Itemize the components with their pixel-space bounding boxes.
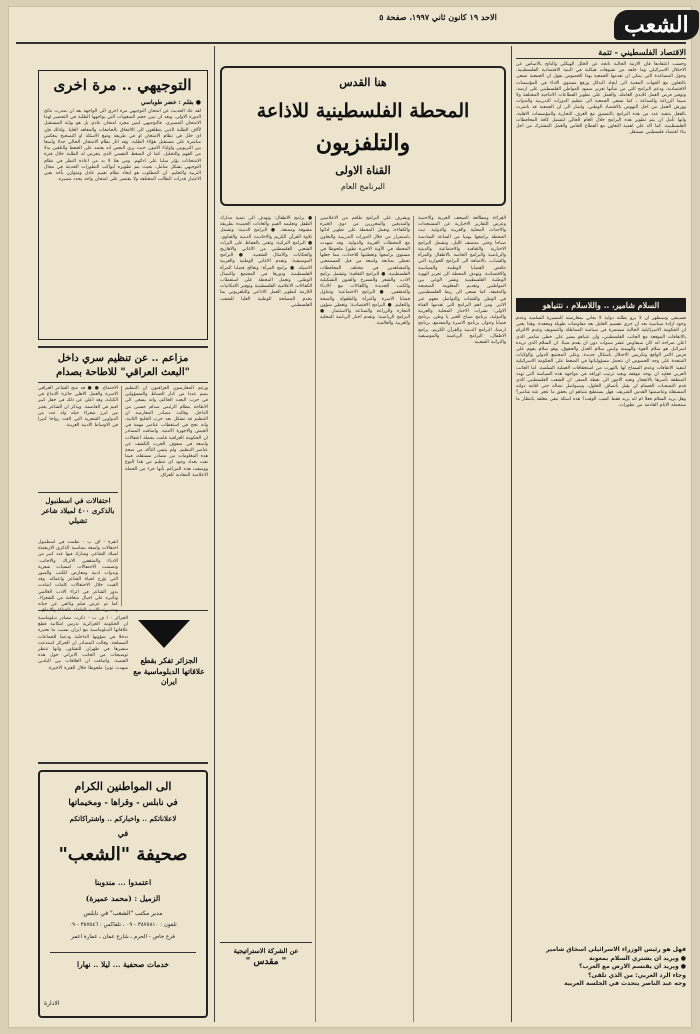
- box-title-line2: والتلفزيون: [315, 130, 411, 156]
- ad-line9: فرع خاص - الحرم ـ شارع عمان ـ عمارة اعمر: [71, 934, 175, 940]
- ad-line5: اعتمدوا ... مندوبنا: [94, 878, 152, 887]
- left-rule-3: [38, 492, 118, 493]
- ad-line1: الى المواطنين الكرام: [74, 780, 172, 793]
- right-col-title-rule: [516, 58, 686, 59]
- article1-title: التوجيهي .. مرة اخرى: [53, 76, 192, 94]
- box-kicker: هنا القدس: [339, 76, 387, 89]
- ad-line2: في نابلس - وقراها - ومخيماتها: [68, 798, 178, 808]
- date-line: الاحد ١٩ كانون ثاني ١٩٩٧، صفحة ٥: [379, 12, 497, 22]
- closing-line: فهل هو رئيس الوزراء الاسرائيلي اسحاق شامير: [546, 946, 686, 953]
- masthead-logo: الشعب: [614, 10, 699, 40]
- closing-line: وجاء الرد العربي: من الذي تلقى؟: [587, 971, 686, 979]
- divider-mid-1: [413, 216, 414, 1022]
- left-rule-4: [38, 610, 208, 611]
- article1-box: [38, 70, 208, 340]
- ad-line6: الزميل : (محمد عميرة): [85, 894, 161, 903]
- box-subtitle: القناة الاولى: [335, 164, 391, 177]
- right-col-body: وحسب اعتقادها فان الازمة الحالية ناتجة عن الخلل الهيكلي والناتج بالاساس عن الاحتلال الاسرائيلي وما خلفه من تشوهات هيكلية في البنية الاقتصادية الفلسطينية. وحول المساعدة التي يمكن ان تقدمها الجمعية بهذا الخصوص يقول ان الجمعية تسعى بالتعاون مع الجهات المعنية الى ايجاد البدائل ورفع مستوى الاداء في المؤسسات الاقتصادية، ودعم البرامج التي من شأنها تعزيز صمود المواطن الفلسطيني على ارضه، وتوفير فرص العمل للايدي العاملة، والعمل على تطوير القطاعات الانتاجية المختلفة ولا سيما الزراعة والصناعة ، كما تسعى الجمعية الى تنظيم الدورات التدريبية والندوات وورش العمل من اجل النهوض بالاقتصاد الوطني. واشار الى ان الجمعية قد باشرت بالفعل بتنفيذ عدد من هذه البرامج بالتنسيق مع الغرف التجارية والمؤسسات الاهلية، وانها تأمل ان يتم تطوير هذه البرامج خلال العام الحالي لتشمل كافة المحافظات الفلسطينية. كما اكد على اهمية التعاون مع القطاع الخاص والعمل المشترك من اجل بناء اقتصاد فلسطيني مستقل.: [516, 62, 686, 136]
- ad-rule: [50, 952, 196, 953]
- divider-mid-2: [315, 216, 316, 1022]
- article4-body: الجزائر - ا ف ب - ذكرت مصادر دبلوماسية ان الحكومة الجزائرية تدرس امكانية قطع علاقاتها الدبلوماسية مع ايران بسبب ما تعتبره تدخلا في شؤونها الداخلية ودعما للجماعات المسلحة. وقالت المصادر ان الجزائر استدعت سفيرها في طهران للتشاور، وانها تنتظر توضيحات من الجانب الايراني حول هذه القضية. واضافت ان العلاقات بين البلدين شهدت توترا ملحوظا خلال الفترة الاخيرة.: [38, 616, 128, 671]
- article2-title: مزاعم .. عن تنظيم سري داخل: [57, 353, 189, 364]
- footer-name: " مقدس ": [245, 957, 287, 967]
- footer-label: عن الشركة الاستراتيجية: [233, 947, 299, 955]
- ad-line3: لاعلاناتكم .. واخباركم .. واشتراكاتكم: [69, 814, 177, 823]
- right-closing-lines: [516, 946, 686, 1020]
- right-section2-body: فسيبقى وسيظهر ان لا يرو بظلته دولية لا يعاني بمعارضته للمسيرة السلمية وعدم وجود ارادة سياسية بعد ان جرى تقسيم الخليل بعد مفاوضات طويلة ومعقدة. وهذا يعني ان الحكومة الاسرائيلية الحالية مستمرة في سياسة المماطلة والتسويف وعدم الالتزام بالاتفاقات الموقعة مع الجانب الفلسطيني، وان نتنياهو يسير على خطى شامير الذي اعلن صراحة انه كان سيفاوض عشر سنوات دون ان يقدم شيئا. ان السلام الذي تريده اسرائيل هو سلام القوة والهيمنة وليس سلام العدل والحقوق، وهو سلام يقوم على فرض الامر الواقع وتكريس الاحتلال بأشكال جديدة. وعلى المجتمع الدولي والولايات المتحدة على وجه الخصوص ان تتحمل مسؤولياتها في الضغط على الحكومة الاسرائيلية لتنفيذ الاتفاقات وعدم السماح لها بالتهرب من استحقاقات العملية السلمية. اما الجانب العربي فعليه ان يوحد موقفه ويعيد ترتيب اوراقه في مواجهة هذه السياسة التي تهدد المنطقة بأسرها بالانفجار وتعيد الامور الى نقطة الصفر. ان الشعب الفلسطيني الذي قدم التضحيات الجسام لن يقبل بأنصاف الحلول، وسيواصل نضاله حتى اقامة دولته المستقلة وعاصمتها القدس الشريف. فهل يستطيع نتنياهو ان يحقق ما عجز عنه شامير؟ وهل يريد السلام فعلا ام انه يريد فقط كسب الوقت؟ هذه اسئلة تبقى معلقة بانتظار ما ستحمله الايام القادمة من تطورات.: [516, 316, 686, 408]
- article3-title: احتفالات في اسطنبول بالذكرى ٤٠٠ لميلاد شاعر تشيلي: [41, 496, 115, 525]
- article1-byline: ● بقلم : خضر طوباسي: [140, 99, 201, 106]
- broadcast-title-box: [220, 66, 506, 206]
- left-inner-divider: [121, 386, 122, 606]
- left-rule-2: [38, 382, 208, 383]
- article3-body: انقرة - اف ب - نظمت في اسطنبول احتفالات واسعة بمناسبة الذكرى الاربعمئة لميلاد الشاعر، وشارك فيها عدد كبير من الادباء والمثقفين الاتراك والاجانب. وتضمنت الاحتفالات امسيات شعرية وندوات ادبية ومعارض للكتب والصور التي تؤرخ لحياة الشاعر واعماله. وقد القيت خلال الاحتفالات كلمات اشادت بدور الشاعر في اثراء الادب العالمي وتأثيره على اجيال متعاقبة من الشعراء. كما تم عرض فيلم وثائقي عن حياته: [38, 540, 118, 608]
- ad-corner: الادارة: [44, 1000, 60, 1007]
- article2-body-b: الاجتماع. ● ● قد منح الشاعر العراقي الاسرة والعمل الاهلي جائزة الابداع في الكتابة، وقد اعلن عن ذلك في حفل كبير اقيم في العاصمة. ويذكر ان الشاعر يعتبر من ابرز شعراء جيله وله عدد من الدواوين الشعرية التي لاقت رواجا كبيرا في الاوساط الادبية العربية.: [37, 386, 118, 429]
- box-program: البرنامج العام: [340, 182, 386, 191]
- left-rule-5: [38, 762, 208, 764]
- middle-body-b: ويشرف على البرامج طاقم من الاعلاميين والمذيعين والمحررين من ذوي الخبرة والكفاءة، وتعمل المحطة على تطوير ادائها باستمرار من خلال الدورات التدريبية والتعاون مع المحطات العربية والدولية. وقد شهدت المحطة في الآونة الاخيرة تطورا ملحوظا في مستوى برامجها وتغطيتها للاحداث، مما جعلها تحظى بمتابعة واسعة من قبل المستمعين والمشاهدين في مختلف المحافظات الفلسطينية. ● البرامج الثقافية: وتشمل برامج الادب والشعر والمسرح والفنون التشكيلية والكتب الجديدة واللقاءات مع الادباء والمثقفين. ● البرامج الاجتماعية: وتتناول قضايا الاسرة والمرأة والطفولة والصحة والتعليم. ● البرامج الاقتصادية: وتغطي شؤون التجارة والزراعة والصناعة والاستثمار. ● البرامج الرياضية: وتقدم اخبار الرياضة المحلية والعربية والعالمية.: [320, 216, 410, 327]
- closing-line: ● ويريد ان يقتسم الارض مع العرب؟: [578, 963, 686, 971]
- article1-body: لقد عاد الحديث عن امتحان التوجيهي مرة اخرى الى الواجهة بعد ان صدرت نتائج الدورة الاولى، وبعد ان تبين حجم الصعوبات التي يواجهها الطلبة في التحضير لهذا الامتحان المصيري. فالتوجيهي ليس مجرد امتحان عادي بل هو بوابة المستقبل لآلاف الطلبة الذين يتطلعون الى الالتحاق بالجامعات والمعاهد العليا. ولذلك فإن اي خلل في نظام الامتحان او في طريقة وضع الاسئلة او التصحيح ينعكس مباشرة على مستقبل هؤلاء الطلبة. وقد اثار نظام الامتحان الحالي جدلا واسعا بين التربويين واولياء الامور، حيث يرى البعض انه يعتمد على الحفظ والتلقين بدلا من الفهم والتحليل. كما ان الضغط النفسي الذي يتعرض له الطلبة خلال فترة الامتحانات يؤثر سلبا على ادائهم. ومن هنا لا بد من اعادة النظر في نظام التوجيهي بشكل شامل، بحيث يتم تطويره ليواكب التطورات الحديثة في مجال التربية والتعليم. ان المطلوب هو ايجاد نظام تقييم عادل ومتوازن يأخذ بعين الاعتبار قدرات الطالب المختلفة ولا يقتصر على امتحان واحد يحدد مصيره.: [44, 109, 201, 183]
- article4-title: الجزائر تفكر بقطع علاقاتها الدبلوماسية مع ايران: [133, 656, 205, 686]
- right-col-title: الاقتصاد الفلسطيني - تتمة: [598, 47, 686, 57]
- newspaper-page: [8, 6, 692, 1028]
- box-title-line1: المحطة الفلسطينية للاذاعة: [256, 100, 470, 122]
- closing-line: وجه عبد الناصر يتحدث في الجلسة العربية: [564, 980, 686, 988]
- middle-footer: [220, 942, 312, 982]
- header-rule: [16, 42, 686, 44]
- right-section2-title: السلام شامير، .. واللاسلام ، نتنياهو: [516, 298, 686, 312]
- article2-body-a: وزعم المعارضون العراقيون ان التنظيم يضم عددا من كبار الضباط والمسؤولين في حزب البعث الحاكم، وانه يسعى الى الاطاحة بنظام الرئيس صدام حسين من الداخل. وقالت مصادر المعارضة ان التنظيم قد تشكل بعد حرب الخليج الثانية، وانه نجح في استقطاب عناصر مهمة في الجيش والاجهزة الامنية. واضافت المصادر ان الحكومة العراقية قامت بحملة اعتقالات واسعة في صفوف الحزب للكشف عن عناصر التنظيم. ولم يتسن التأكد من صحة هذه المعلومات من مصادر مستقلة، فيما نفت بغداد وجود اي تنظيم من هذا النوع ووصفت هذه المزاعم بأنها جزء من الحملة الاعلامية المعادية للعراق.: [125, 386, 208, 478]
- divider-right: [511, 46, 512, 1022]
- ad-line7: مدير مكتب "الشعب" في نابلس: [83, 910, 163, 917]
- ad-box: [38, 770, 208, 1018]
- middle-body-a: القراءة ومطالعة الصحف العربية والاجنبية وعرض التقارير الاخبارية عن المستجدات والاحداث المحلية والعربية والدولية. تبث المحطة برامجها يوميا من الساعة السادسة صباحا وحتى منتصف الليل، وتشمل البرامج الاخبارية والثقافية والاجتماعية والدينية والرياضية والبرامج الخاصة بالاطفال والمرأة والشباب، بالاضافة الى البرامج الحوارية التي تناقش القضايا الوطنية والسياسية والاقتصادية. وتهدف المحطة الى تعزيز الهوية الوطنية الفلسطينية ونشر الوعي بين المواطنين وتقديم المعلومة الصحيحة والدقيقة، كما تسعى الى ربط الفلسطينيين في الوطن والشتات والتواصل معهم عبر الاثير. ومن اهم البرامج التي تقدمها القناة الاولى: نشرات الاخبار المحلية والعربية والدولية، برنامج صباح الخير يا وطن، برنامج قضايا وحوار، برنامج الاسرة والمجتمع، برنامج ارضنا، البرامج الدينية والقرآن الكريم، برامج الاطفال، البرامج الرياضية والموسيقية والتراثية الشعبية.: [418, 216, 506, 346]
- ad-line4: في: [117, 828, 129, 838]
- ad-line10: خدمات صحفية ... ليلا .. نهارا: [77, 960, 169, 969]
- arrow-triangle-icon: [138, 620, 190, 648]
- ad-logo: صحيفة "الشعب": [58, 844, 188, 865]
- article2-title-2: "البعث العراقي" للاطاحة بصدام: [56, 367, 190, 378]
- left-rule-1: [38, 346, 208, 348]
- closing-line: ● ويريد ان يشتري السلام بمعونة: [588, 954, 686, 962]
- ad-line8: تلفون : ٣٨٧٥٨١٠ - ٠٩ ، تلفاكس : ٣٨٧٥٤٦ - ٠٩: [69, 922, 177, 928]
- middle-body-c: ● برامج الاطفال: وتهدف الى تنمية مدارك الطفل وتعليمه القيم والعادات الحميدة بطريقة مشوقة وممتعة. ● البرامج الدينية: وتشمل تلاوة القرآن الكريم والاحاديث الدينية والفتاوى. ● البرامج التراثية: وتعنى بالحفاظ على التراث الشعبي الفلسطيني من الاغاني والاهازيج والحكايات والامثال الشعبية. ● البرامج الموسيقية: وتقدم الاغاني الوطنية والعربية الاصيلة. ● برامج المرأة: وتعالج قضايا المرأة الفلسطينية ودورها في المجتمع والنضال الوطني. وتعمل المحطة على استقطاب الكفاءات الاعلامية الفلسطينية وتوفير الامكانيات اللازمة لتطوير العمل الاذاعي والتلفزيوني بما يخدم المصلحة الوطنية العليا للشعب الفلسطيني.: [220, 216, 312, 308]
- divider-left: [214, 46, 215, 1022]
